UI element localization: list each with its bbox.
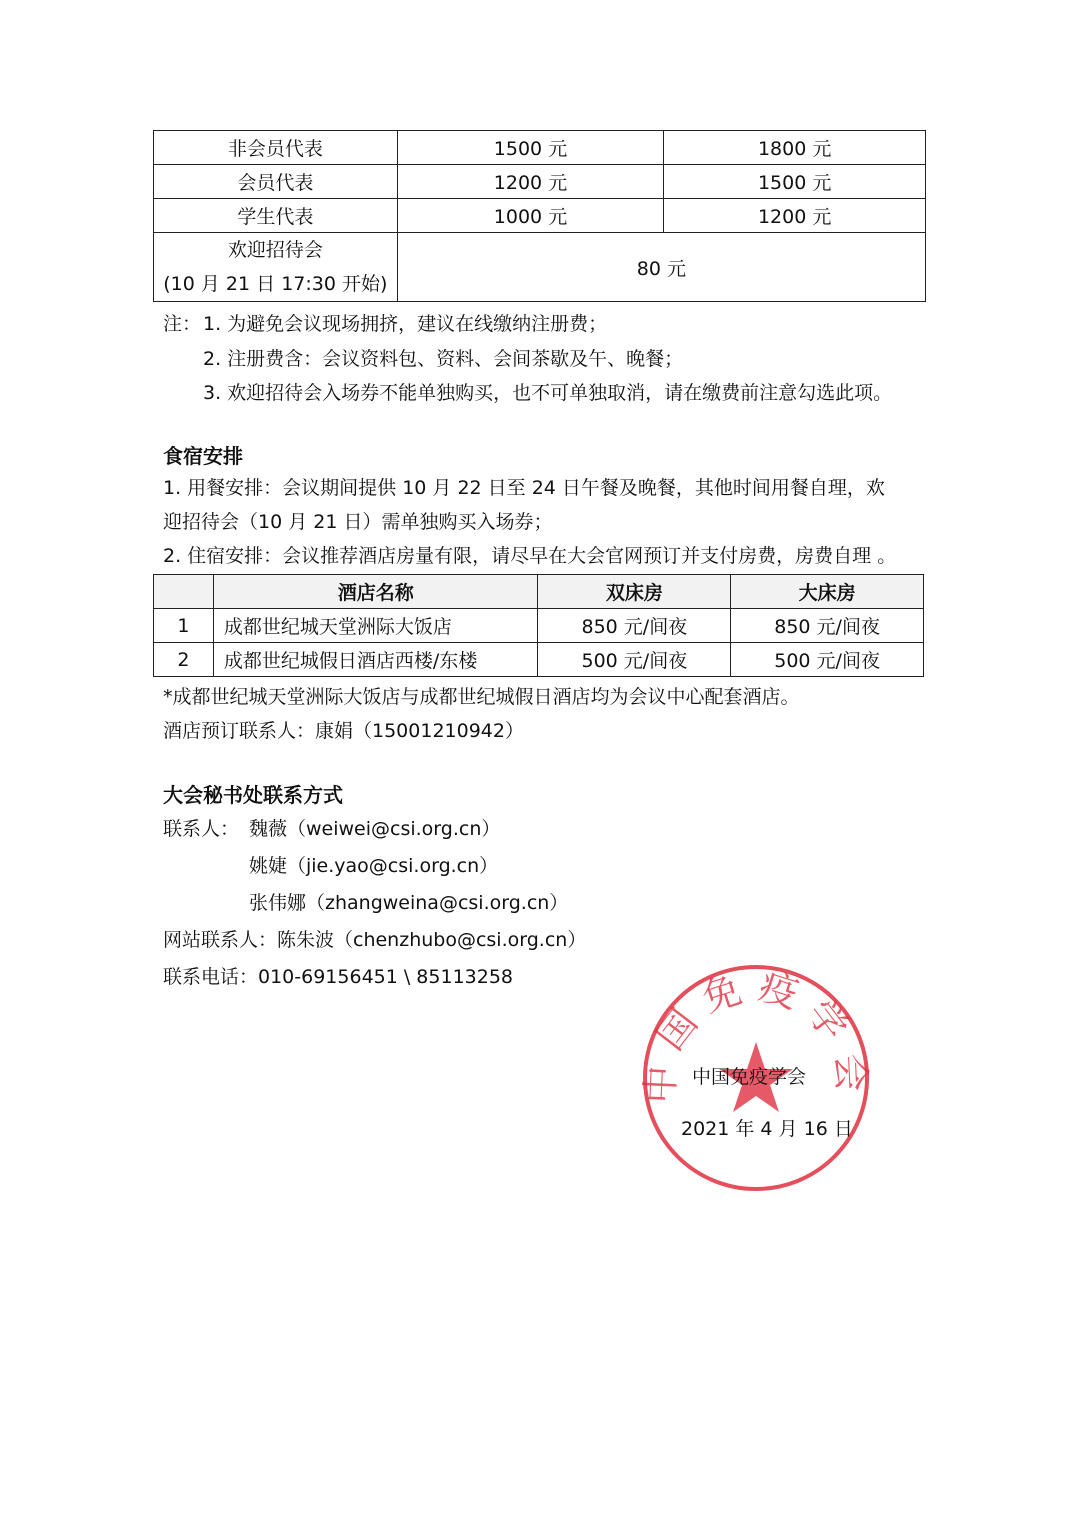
fee-table <box>153 130 926 302</box>
king-price: 850 元/间夜 <box>731 609 924 643</box>
hotel-no: 2 <box>154 643 214 677</box>
table-row <box>154 199 926 233</box>
reception-label-line1: 欢迎招待会 <box>227 239 323 261</box>
table-row <box>154 233 926 302</box>
fee-label: 非会员代表 <box>154 131 398 165</box>
note-item: 1. 为避免会议现场拥挤，建议在线缴纳注册费； <box>203 313 608 335</box>
table-row <box>154 165 926 199</box>
meal-line: 1. 用餐安排：会议期间提供 10 月 22 日至 24 日午餐及晚餐，其他时间用餐自理，欢 <box>163 477 885 499</box>
twin-price: 850 元/间夜 <box>538 609 731 643</box>
fee-value: 1200 元 <box>397 165 664 199</box>
contact-item: 张伟娜（zhangweina@csi.org.cn） <box>249 892 569 914</box>
meal-line: 迎招待会（10 月 21 日）需单独购买入场券； <box>163 511 553 533</box>
hotel-footnote: *成都世纪城天堂洲际大饭店与成都世纪城假日酒店均为会议中心配套酒店。 <box>163 686 800 708</box>
table-row <box>154 643 924 677</box>
hotel-name: 成都世纪城假日酒店西楼/东楼 <box>213 643 538 677</box>
lodging-heading: 食宿安排 <box>163 444 243 468</box>
reception-price: 80 元 <box>397 233 925 302</box>
signature-date: 2021 年 4 月 16 日 <box>681 1118 853 1140</box>
fee-label: 会员代表 <box>154 165 398 199</box>
hotel-name: 成都世纪城天堂洲际大饭店 <box>213 609 538 643</box>
column-header <box>154 575 214 609</box>
contact-item: 魏薇（weiwei@csi.org.cn） <box>249 818 501 840</box>
secretariat-heading: 大会秘书处联系方式 <box>163 783 343 807</box>
table-row <box>154 131 926 165</box>
fee-value: 1200 元 <box>664 199 926 233</box>
table-header-row <box>154 575 924 609</box>
seal-arc-text: 中国免疫学会 <box>638 963 874 1105</box>
contact-item: 姚婕（jie.yao@csi.org.cn） <box>249 855 499 877</box>
note-item: 2. 注册费含：会议资料包、资料、会间茶歇及午、晚餐； <box>203 348 684 370</box>
reception-label-line2: (10 月 21 日 17:30 开始) <box>163 273 388 295</box>
fee-value: 1000 元 <box>397 199 664 233</box>
contact-prefix: 联系人： <box>163 818 240 840</box>
fee-value: 1800 元 <box>664 131 926 165</box>
hotel-line: 2. 住宿安排：会议推荐酒店房量有限，请尽早在大会官网预订并支付房费，房费自理 。 <box>163 545 897 567</box>
note-item: 3. 欢迎招待会入场券不能单独购买，也不可单独取消，请在缴费前注意勾选此项。 <box>203 382 893 404</box>
fee-label: 学生代表 <box>154 199 398 233</box>
table-row <box>154 609 924 643</box>
notes-prefix: 注： <box>163 313 202 335</box>
twin-price: 500 元/间夜 <box>538 643 731 677</box>
fee-value: 1500 元 <box>397 131 664 165</box>
contact-phone: 联系电话：010-69156451 \ 85113258 <box>163 966 514 988</box>
web-contact: 网站联系人：陈朱波（chenzhubo@csi.org.cn） <box>163 929 587 951</box>
fee-value: 1500 元 <box>664 165 926 199</box>
king-price: 500 元/间夜 <box>731 643 924 677</box>
hotel-table <box>153 574 924 677</box>
column-header: 双床房 <box>538 575 731 609</box>
signature-org: 中国免疫学会 <box>692 1066 807 1088</box>
column-header: 酒店名称 <box>213 575 538 609</box>
hotel-no: 1 <box>154 609 214 643</box>
booking-contact: 酒店预订联系人：康娟（15001210942） <box>163 720 524 742</box>
column-header: 大床房 <box>731 575 924 609</box>
reception-label <box>154 233 398 302</box>
